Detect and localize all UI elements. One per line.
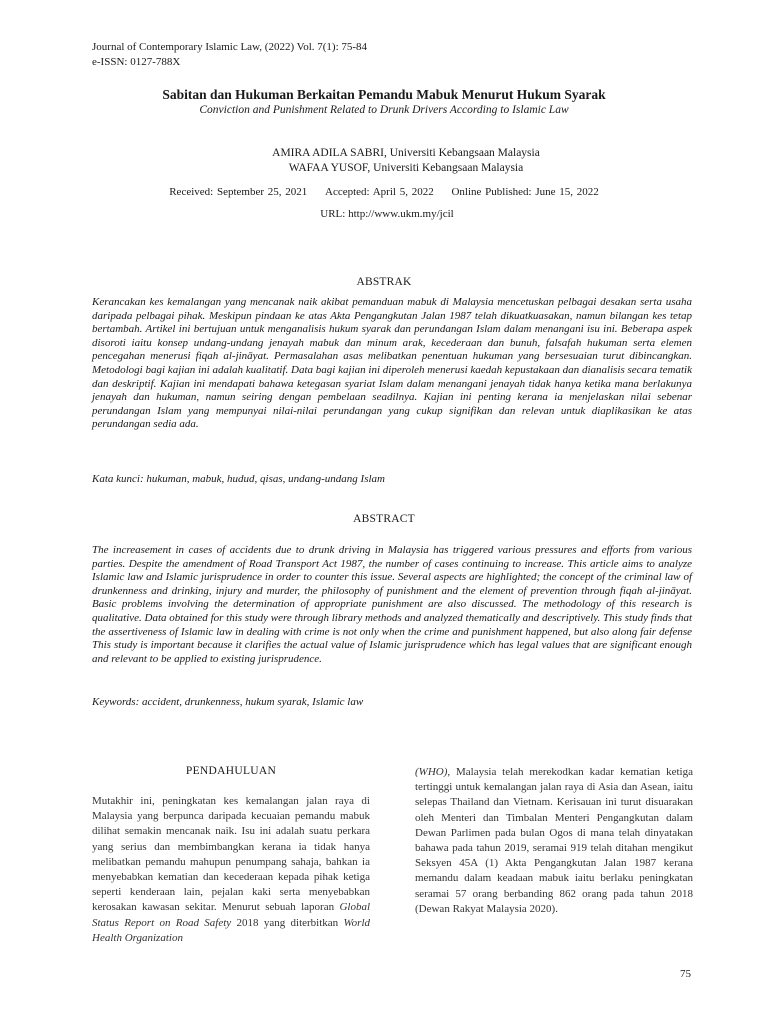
paper-title: Sabitan dan Hukuman Berkaitan Pemandu Mabuk Menurut Hukum Syarak bbox=[162, 87, 606, 102]
organization-acronym: (WHO) bbox=[415, 766, 448, 778]
body-left-text-2: 2018 yang diterbitkan bbox=[236, 916, 339, 929]
page-number: 75 bbox=[680, 968, 691, 980]
report-title: Global Status Report on Road Safety bbox=[92, 901, 371, 929]
paper-subtitle: Conviction and Punishment Related to Drunk Drivers According to Islamic Law bbox=[199, 104, 569, 116]
journal-header bbox=[92, 40, 367, 70]
journal-citation: Journal of Contemporary Islamic Law, (2022) Vol. 7(1): 75-84 bbox=[92, 41, 368, 53]
pendahuluan-heading: PENDAHULUAN bbox=[185, 765, 277, 777]
author-2: WAFAA YUSOF, Universiti Kebangsaan Malaysia bbox=[288, 162, 524, 174]
abstrak-keywords: Kata kunci: hukuman, mabuk, hudud, qisas, undang-undang Islam bbox=[92, 473, 386, 485]
body-column-left bbox=[92, 794, 370, 946]
organization-name: World Health Organization bbox=[92, 916, 371, 944]
publication-dates bbox=[0, 186, 768, 198]
abstract-heading: ABSTRACT bbox=[353, 513, 415, 525]
author-list bbox=[0, 146, 768, 176]
abstrak-text: Kerancakan kes kemalangan yang mencanak naik akibat pemanduan mabuk di Malaysia mencetuskan pelbagai desakan serta usaha daripada pelbagai pihak. Meskipun pindaan ke atas Akta Pengangkutan Jalan 1987 telah dikuatkuasakan, namun bilangan kes tetap bertambah. Artikel ini bertujuan untuk menganalisis hukum syarak dan perundangan Islam dalam menangani isu ini. Beberapa aspek disoroti iaitu konsep undang-undang jenayah mabuk dan minum arak, kecederaan dan bunuh, falsafah hukuman serta elemen pencegahan menerusi fiqah al-jināyat. Permasalahan asas melibatkan penentuan hukuman yang bersesuaian turut dibincangkan. Metodologi bagi kajian ini adalah kualitatif. Data bagi kajian ini diperoleh menerusi kaedah kepustakaan dan dianalisis secara tematik dan deskriptif. Kajian ini mendapati bahawa ketegasan syariat Islam dalam menangani jenayah tidak hanya ketika mana berlakunya jenayah dan hukuman, namun seiring dengan pembelaan seadilnya. Kajian ini penting kerana ia menjelaskan nilai sebenar perundangan Islam yang mempunyai nilai-nilai perundangan yang cukup signifikan dan relevan untuk diaplikasikan ke atas perundangan sedia ada. bbox=[92, 296, 692, 431]
body-left-text: Mutakhir ini, peningkatan kes kemalangan jalan raya di Malaysia yang berpunca daripada kecuaian pemandu mabuk dilihat semakin mencanak naik. Isu ini adalah suatu perkara yang serius dan membimbangkan kerana ia tidak hanya melibatkan pemandu mahupun penumpang sahaja, bahkan ia menyebabkan kematian dan kecederaan kepada pihak ketiga seperti kenderaan lain, pejalan kaki serta menyebabkan kerosakan kawasan sekitar. Menurut sebuah laporan bbox=[92, 795, 370, 914]
abstract-text: The increasement in cases of accidents due to drunk driving in Malaysia has triggered various pressures and efforts from various parties. Despite the amendment of Road Transport Act 1987, the number of cases continuing to increase. This article aims to analyze Islamic law and Islamic jurisprudence in order to counter this issue. Several aspects are highlighted; the concept of the criminal law of drunkenness and drinking, injury and murder, the philosophy of punishment and the element of prevention through fiqah al-jināyat. Basic problems involving the determination of appropriate punishment are also discussed. The methodology of this research is qualitative. Data obtained for this study were through library methods and analyzed thematically and descriptively. This study finds that the assertiveness of Islamic law in dealing with crime is not only when the crime and punishment happened, but also along fair defense This study is important because it clarifies the actual value of Islamic jurisprudence which has legal values that are significant enough and relevant to be applied to existing jurisprudence. bbox=[92, 544, 692, 665]
journal-issn: e-ISSN: 0127-788X bbox=[92, 56, 181, 68]
abstrak-heading: ABSTRAK bbox=[356, 276, 412, 288]
accepted-date: Accepted: April 5, 2022 bbox=[325, 186, 434, 198]
body-right-text: , Malaysia telah merekodkan kadar kematian ketiga tertinggi untuk kemalangan jalan raya di Asia dan Asean, iaitu selepas Thailand dan Vietnam. Kerisauan ini turut disuarakan oleh Menteri dan Timbalan Menteri Pengangkutan dalam Dewan Parlimen pada bulan Ogos di mana telah dinyatakan bahawa pada tahun 2019, seramai 919 telah ditahan mengikut Seksyen 45A (1) Akta Pengangkutan Jalan 1987 kerana memandu dalam keadaan mabuk iaitu berlaku peningkatan seramai 57 orang berbanding 862 orang pada tahun 2018 (Dewan Rakyat Malaysia 2020). bbox=[415, 766, 693, 915]
author-1: AMIRA ADILA SABRI, Universiti Kebangsaan Malaysia bbox=[272, 147, 540, 159]
abstract-keywords: Keywords: accident, drunkenness, hukum syarak, Islamic law bbox=[92, 696, 364, 708]
journal-url[interactable]: URL: http://www.ukm.my/jcil bbox=[320, 208, 454, 220]
body-column-right bbox=[415, 765, 693, 917]
received-date: Received: September 25, 2021 bbox=[169, 186, 308, 198]
published-date: Online Published: June 15, 2022 bbox=[451, 186, 599, 198]
